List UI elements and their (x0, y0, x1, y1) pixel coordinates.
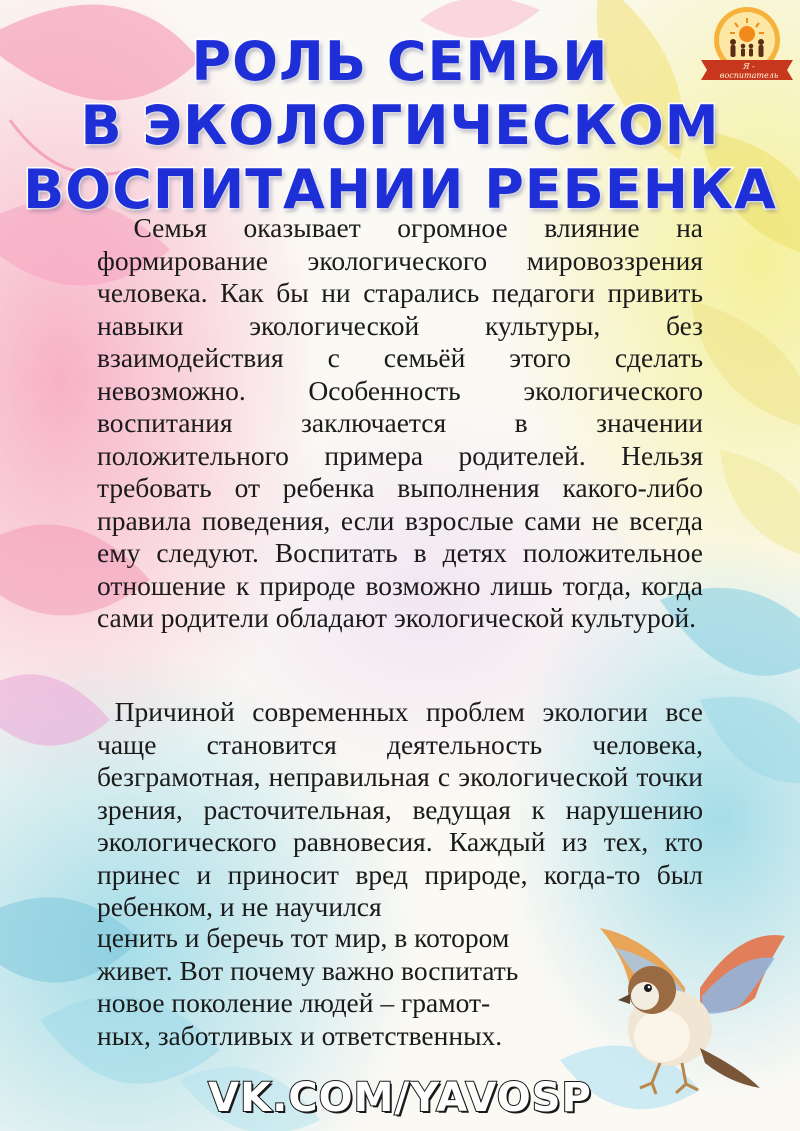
title-line-1: РОЛЬ СЕМЬИ (191, 30, 609, 93)
paragraph-ecology-problems-tail (97, 922, 567, 1052)
tail-line-3: новое поколение людей – грамот- (97, 987, 491, 1018)
paragraph-family-influence: Семья оказывает огромное влияние на формирование экологического мировоззрения человека. Как бы ни старались педагоги привить навыки экологической культуры, без взаимодействия с семьёй этого сделать невозможно. Особенность экологического воспитания заключается в значении положительного примера родителей. Нельзя требовать от ребенка выполнения какого-либо правила поведения, если взрослые сами не всегда ему следуют. Воспитать в детях положительное отношение к природе возможно лишь тогда, когда сами родители обладают экологической культурой. (97, 212, 703, 633)
logo-caption: Я - воспитатель (719, 62, 779, 80)
paragraph-ecology-problems: Причиной современных проблем экологии все чаще становится деятельность человека, безграмотная, неправильная с экологической точки зрения, расточительная, ведущая к нарушению экологического равновесия. Каждый из тех, кто принес и приносит вред природе, когда-то был ребенком, и не научился (97, 696, 703, 922)
title-line-2: В ЭКОЛОГИЧЕСКОМ (80, 94, 720, 157)
tail-line-4: ных, заботливых и ответственных. (97, 1019, 503, 1051)
footer-vk-link[interactable]: VK.COM/YAVOSP (208, 1075, 592, 1121)
page-title (0, 30, 800, 222)
tail-line-2: живет. Вот почему важно воспитать (97, 954, 519, 986)
title-line-3: ВОСПИТАНИИ РЕБЕНКА (23, 158, 777, 221)
tail-line-1: ценить и беречь тот мир, в котором (97, 922, 510, 953)
sparrow-bird-icon (590, 918, 790, 1098)
